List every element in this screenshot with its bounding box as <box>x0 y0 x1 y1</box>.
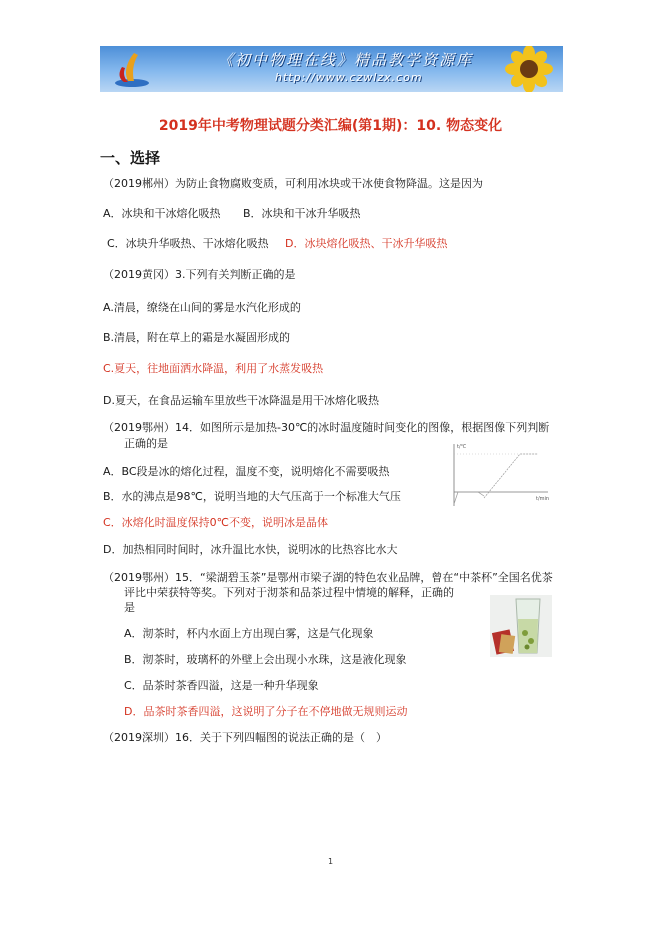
question-2-option-a: A.清晨，缭绕在山间的雾是水汽化形成的 <box>103 301 301 314</box>
question-1-stem: （2019郴州）为防止食物腐败变质，可利用冰块或干冰使食物降温。这是因为 <box>103 177 483 190</box>
question-3-option-d: D．加热相同时间时，冰升温比水快，说明冰的比热容比水大 <box>103 543 398 556</box>
sail-logo-icon <box>112 49 152 89</box>
question-3-option-b: B．水的沸点是98℃，说明当地的大气压高于一个标准大气压 <box>103 490 401 503</box>
question-4-option-d-answer: D．品茶时茶香四溢，这说明了分子在不停地做无规则运动 <box>124 705 408 718</box>
question-1-option-a: A．冰块和干冰熔化吸热 <box>103 207 221 220</box>
question-3-option-c-answer: C．冰熔化时温度保持0℃不变，说明冰是晶体 <box>103 516 329 529</box>
question-3-stem: （2019鄂州）14．如图所示是加热-30℃的冰时温度随时间变化的图像，根据图像下列判断 <box>103 421 550 434</box>
page-number: 1 <box>327 857 334 866</box>
section-heading: 一、选择 <box>100 149 161 167</box>
question-1-option-c: C．冰块升华吸热、干冰熔化吸热 <box>107 237 269 250</box>
temperature-time-graph <box>448 440 558 512</box>
question-2-option-d: D.夏天，在食品运输车里放些干冰降温是用干冰熔化吸热 <box>103 394 379 407</box>
question-1-option-d-answer: D．冰块熔化吸热、干冰升华吸热 <box>285 237 448 250</box>
question-3-stem-cont: 正确的是 <box>124 437 168 450</box>
question-3-option-a: A．BC段是冰的熔化过程，温度不变，说明熔化不需要吸热 <box>103 465 390 478</box>
banner-title: 《初中物理在线》精品教学资源库 <box>218 51 474 69</box>
tea-glass-photo-icon <box>490 595 552 657</box>
question-4-option-c: C．品茶时茶香四溢，这是一种升华现象 <box>124 679 319 692</box>
question-2-option-c-answer: C.夏天，往地面洒水降温，利用了水蒸发吸热 <box>103 362 324 375</box>
question-1-option-b: B．冰块和干冰升华吸热 <box>243 207 361 220</box>
question-5-stem: （2019深圳）16．关于下列四幅图的说法正确的是（ ） <box>103 731 387 744</box>
question-4-option-b: B．沏茶时，玻璃杯的外壁上会出现小水珠，这是液化现象 <box>124 653 407 666</box>
question-4-stem-cont: 评比中荣获特等奖。下列对于沏茶和品茶过程中情境的解释，正确的 <box>124 586 454 599</box>
graph-x-label: t/min <box>536 496 550 502</box>
question-4-option-a: A．沏茶时，杯内水面上方出现白雾，这是气化现象 <box>124 627 374 640</box>
document-title: 2019年中考物理试题分类汇编(第1期)：10. 物态变化 <box>158 118 503 134</box>
banner-url[interactable]: http://www.czwlzx.com <box>275 71 423 84</box>
graph-y-label: t/℃ <box>457 444 467 450</box>
question-4-stem: （2019鄂州）15．“梁湖碧玉茶”是鄂州市梁子湖的特色农业品牌，曾在“中茶杯”全国名优茶 <box>103 571 553 584</box>
question-2-option-b: B.清晨，附在草上的霜是水凝固形成的 <box>103 331 291 344</box>
question-4-stem-end: 是 <box>124 601 135 614</box>
question-2-stem: （2019黄冈）3.下列有关判断正确的是 <box>103 268 296 281</box>
sunflower-icon <box>499 46 559 92</box>
header-banner <box>100 46 563 92</box>
